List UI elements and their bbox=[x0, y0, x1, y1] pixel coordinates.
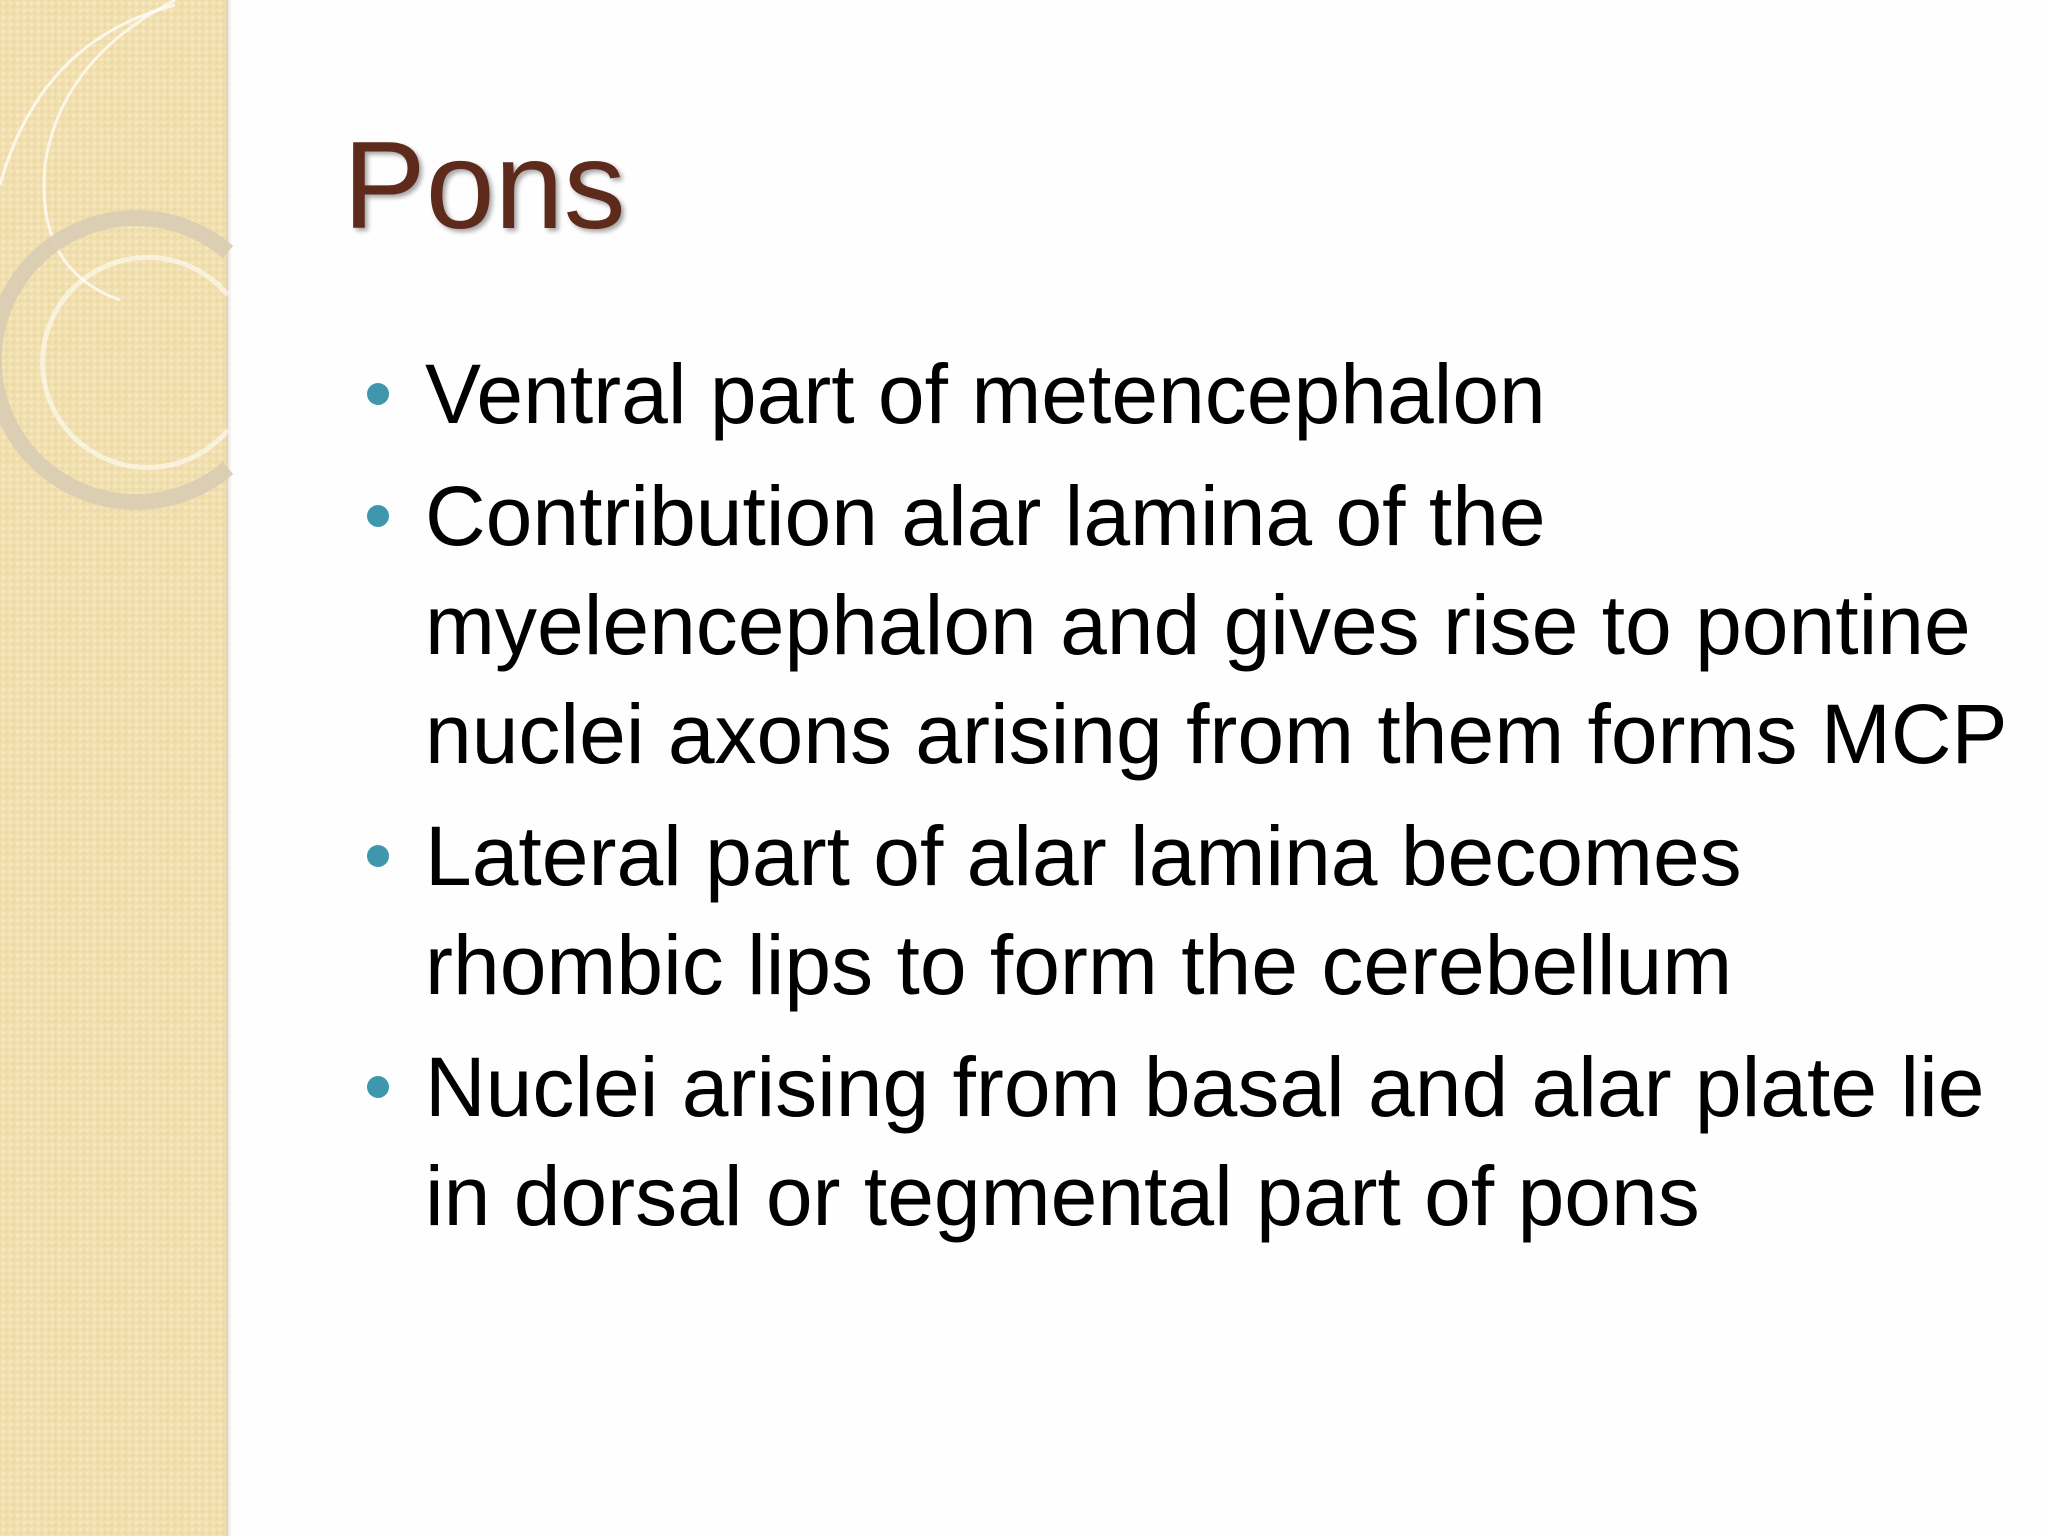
bullet-dot-icon bbox=[367, 383, 389, 405]
bullet-text: Contribution alar lamina of the myelencephalon and gives rise to pontine nuclei axons arising from them forms MCP bbox=[425, 469, 2008, 781]
bullet-dot-icon bbox=[367, 845, 389, 867]
bullet-item bbox=[365, 1033, 2025, 1251]
bullet-item bbox=[365, 340, 2025, 449]
bullet-dot-icon bbox=[367, 1076, 389, 1098]
bullet-item bbox=[365, 802, 2025, 1020]
bullet-text: Nuclei arising from basal and alar plate lie in dorsal or tegmental part of pons bbox=[425, 1040, 1985, 1243]
bullet-list bbox=[365, 340, 2025, 1264]
decorative-rings bbox=[0, 0, 300, 520]
bullet-text: Lateral part of alar lamina becomes rhombic lips to form the cerebellum bbox=[425, 809, 1742, 1012]
slide-title: Pons bbox=[343, 117, 626, 255]
bullet-item bbox=[365, 462, 2025, 789]
bullet-dot-icon bbox=[367, 505, 389, 527]
bullet-text: Ventral part of metencephalon bbox=[425, 347, 1546, 441]
